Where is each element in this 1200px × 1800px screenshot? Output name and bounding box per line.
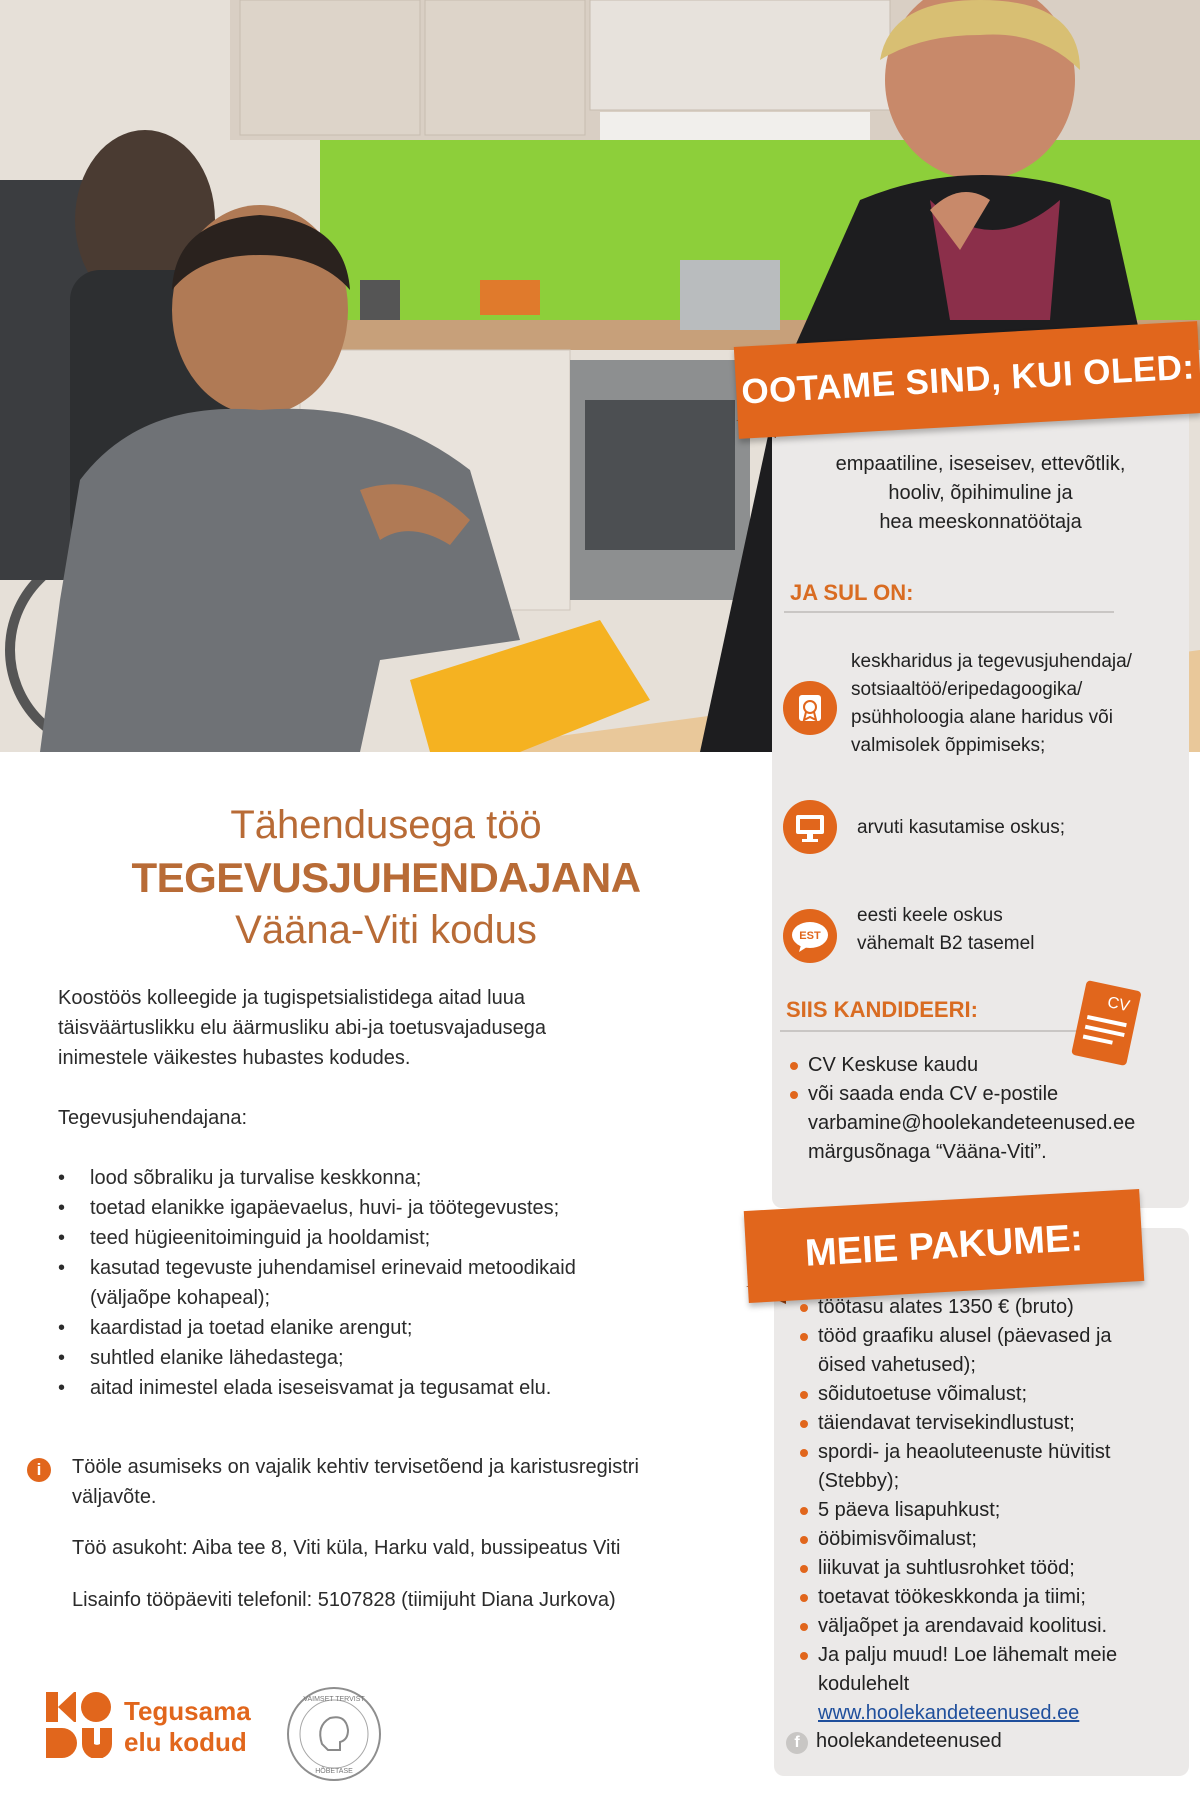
education-icon [783, 681, 837, 735]
title-line-2: TEGEVUSJUHENDAJANA [131, 854, 641, 901]
offer-item: toetavat töökeskkonda ja tiimi; [795, 1583, 1185, 1612]
info-icon: i [27, 1458, 51, 1482]
mental-health-badge-icon [286, 1686, 382, 1782]
requirement-line: vähemalt B2 tasemel [857, 933, 1035, 954]
duty-item: • teed hügieenitoiminguid ja hooldamist; [58, 1223, 658, 1253]
title-line-3: Vääna-Viti kodus [235, 908, 537, 952]
computer-icon [783, 800, 837, 854]
logo-line: elu kodud [124, 1727, 247, 1757]
badge-bottom-text: HÕBETASE [315, 1768, 353, 1775]
requirement-line: keskharidus ja tegevusjuhendaja/ [851, 651, 1132, 672]
tegusama-logo-icon [46, 1692, 112, 1758]
offer-item: spordi- ja heaoluteenuste hüvitist [795, 1438, 1185, 1467]
traits-text [772, 450, 1189, 537]
requirement-line: arvuti kasutamise oskus; [857, 817, 1066, 838]
duty-item: • kasutad tegevuste juhendamisel erinevaid metoodikaid [58, 1253, 658, 1283]
duty-item: (väljaõpe kohapeal); [90, 1287, 271, 1309]
facebook-icon: f [786, 1732, 808, 1754]
title-line-1: Tähendusega töö [230, 803, 542, 847]
duty-item: • toetad elanikke igapäevaelus, huvi- ja töötegevustes; [58, 1193, 658, 1223]
apply-item: märgusõnaga “Vääna-Viti”. [808, 1141, 1047, 1163]
apply-item: või saada enda CV e-postile [785, 1080, 1185, 1109]
requirement-line: psühholoogia alane haridus või [851, 707, 1113, 728]
offer-item: töötasu alates 1350 € (bruto) [795, 1293, 1185, 1322]
requirement-line: eesti keele oskus [857, 905, 1003, 926]
duty-item: • aitad inimestel elada iseseisvamat ja tegusamat elu. [58, 1373, 658, 1403]
offer-item: täiendavat tervisekindlustust; [795, 1409, 1185, 1438]
requirements-heading: JA SUL ON: [790, 580, 914, 605]
apply-item: CV Keskuse kaudu [785, 1051, 1185, 1080]
est-language-icon [783, 909, 837, 963]
offers-list [795, 1293, 1185, 1728]
intro-paragraph [58, 983, 618, 1073]
facebook-row[interactable] [786, 1730, 1002, 1754]
website-row [795, 1699, 1185, 1728]
divider [780, 1030, 1080, 1032]
contact-info: Lisainfo tööpäeviti telefonil: 5107828 (tiimijuht Diana Jurkova) [72, 1589, 616, 1611]
info-line: Tööle asumiseks on vajalik kehtiv tervisetõend ja karistusregistri [72, 1456, 639, 1478]
offer-item: ööbimisvõimalust; [795, 1525, 1185, 1554]
info-note [72, 1452, 732, 1512]
apply-list [785, 1051, 1185, 1167]
intro-line: inimestele väikestes hubastes kodudes. [58, 1047, 411, 1069]
offer-item: kodulehelt [818, 1673, 910, 1695]
info-line: väljavõte. [72, 1486, 157, 1508]
duties-list [58, 1163, 658, 1403]
requirement-line: sotsiaaltöö/eripedagoogika/ [851, 679, 1083, 700]
divider [784, 611, 1114, 613]
duty-item: • suhtled elanike lähedastega; [58, 1343, 658, 1373]
badge-top-text: VAIMSET TERVIST [303, 1696, 365, 1703]
offer-item: sõidutoetuse võimalust; [795, 1380, 1185, 1409]
role-heading: Tegevusjuhendajana: [58, 1107, 248, 1129]
duty-item: • kaardistad ja toetad elanike arengut; [58, 1313, 658, 1343]
offer-item: Ja palju muud! Loe lähemalt meie [795, 1641, 1185, 1670]
logo-line: Tegusama [124, 1696, 251, 1726]
duty-item: • lood sõbraliku ja turvalise keskkonna; [58, 1163, 658, 1193]
requirement-line: valmisolek õppimiseks; [851, 735, 1046, 756]
requirement-education [851, 648, 1181, 760]
requirement-computer [857, 814, 1065, 842]
apply-heading: SIIS KANDIDEERI: [786, 997, 978, 1022]
website-link[interactable]: www.hoolekandeteenused.ee [818, 1702, 1080, 1724]
offer-item: tööd graafiku alusel (päevased ja [795, 1322, 1185, 1351]
cv-icon-label: CV [1105, 994, 1132, 1016]
ribbon-we-expect: OOTAME SIND, KUI OLED: [734, 321, 1200, 439]
logo-text [124, 1696, 251, 1758]
work-location: Töö asukoht: Aiba tee 8, Viti küla, Harku vald, bussipeatus Viti [72, 1537, 621, 1559]
requirement-language [857, 902, 1034, 958]
offer-item: 5 päeva lisapuhkust; [795, 1496, 1185, 1525]
offer-item: öised vahetused); [818, 1354, 976, 1376]
ribbon-we-offer: MEIE PAKUME: [744, 1189, 1145, 1303]
intro-line: täisväärtuslikku elu äärmusliku abi-ja toetusvajadusega [58, 1017, 547, 1039]
offer-item: (Stebby); [818, 1470, 900, 1492]
trait-line: hooliv, õpihimuline ja [888, 482, 1073, 504]
trait-line: empaatiline, iseseisev, ettevõtlik, [835, 453, 1126, 475]
est-icon-label: EST [799, 930, 821, 942]
intro-line: Koostöös kolleegide ja tugispetsialistidega aitad luua [58, 987, 525, 1009]
facebook-handle[interactable]: hoolekandeteenused [816, 1730, 1002, 1752]
trait-line: hea meeskonnatöötaja [879, 511, 1082, 533]
offer-item: liikuvat ja suhtlusrohket tööd; [795, 1554, 1185, 1583]
offer-item: väljaõpet ja arendavaid koolitusi. [795, 1612, 1185, 1641]
apply-item: varbamine@hoolekandeteenused.ee [808, 1112, 1136, 1134]
